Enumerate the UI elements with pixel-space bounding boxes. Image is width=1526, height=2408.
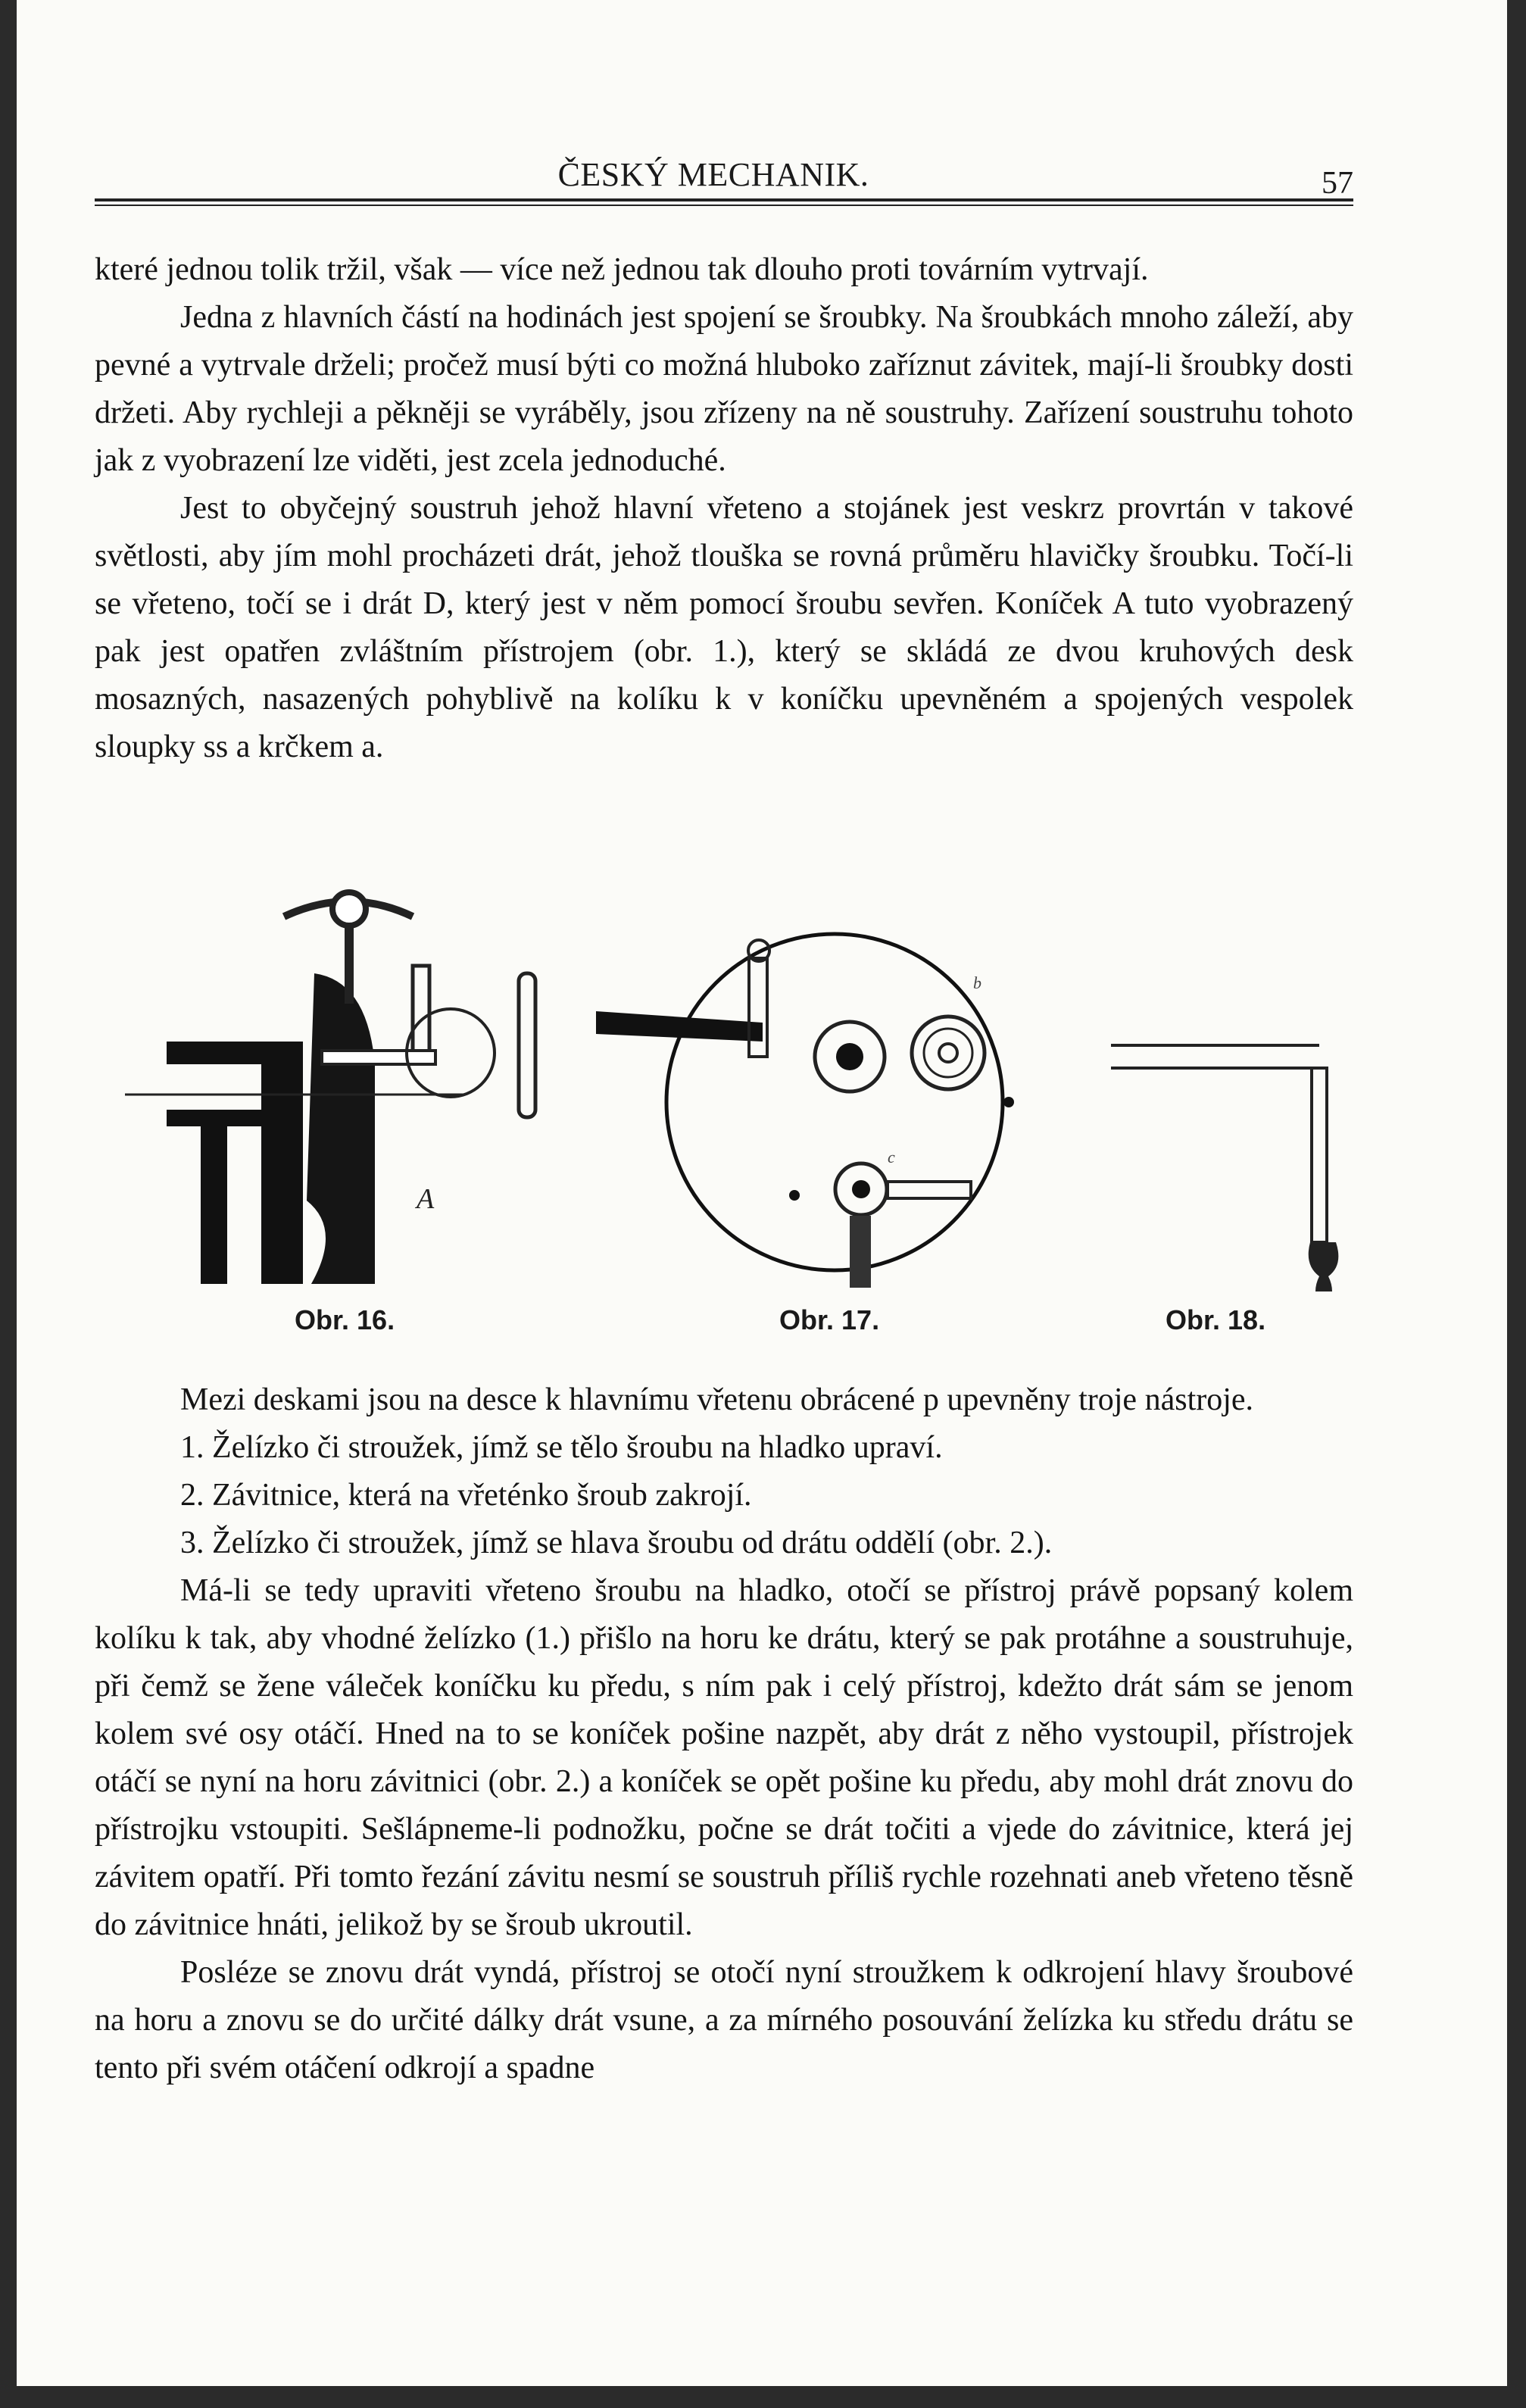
figure-16-caption: Obr. 16. <box>295 1304 395 1335</box>
paragraph: Jest to obyčejný soustruh jehož hlavní vřeteno a stojánek jest veskrz provrtán v takové světlosti, aby jím mohl procházeti drát, jehož tlouška se rovná průměru hlavičky šroubku. Točí-li se vřeteno, točí se i drát D, který jest v něm pomocí šroubu sevřen. Koníček A tuto vyobrazený pak jest opatřen zvláštním přístrojem (obr. 1.), který se skládá ze dvou kruhových desk mosazných, nasazených pohyblivě na kolíku k v koníčku upevněném a spojených vespolek sloupky ss a krčkem a. <box>95 491 1353 764</box>
lathe-leg-left <box>201 1110 227 1284</box>
pin-right <box>1003 1097 1014 1107</box>
handle-right <box>519 973 535 1117</box>
figure-17-caption: Obr. 17. <box>779 1304 880 1335</box>
list-item: 1. Želízko či stroužek, jímž se tělo šroubu na hladko upraví. <box>180 1430 943 1465</box>
pin-left <box>789 1190 800 1201</box>
paragraph: které jednou tolik tržil, však — více než jednou tak dlouho proti továrním vytrvají. <box>95 252 1149 287</box>
figure-17-plate-illustration <box>588 882 1050 1291</box>
tailstock-body <box>307 973 375 1284</box>
lathe-bed <box>167 1042 303 1064</box>
lathe-rail <box>167 1110 303 1126</box>
top-text-block <box>95 246 1353 771</box>
figure-16-label-a: A <box>417 1183 435 1215</box>
page-number: 57 <box>1322 166 1353 201</box>
tool-post <box>413 966 429 1057</box>
list-item: 2. Závitnice, která na vřeténko šroub zakrojí. <box>180 1478 752 1513</box>
cutter-bar <box>888 1182 971 1198</box>
spindle <box>322 1051 435 1064</box>
lower-shaft <box>850 1216 871 1288</box>
disk-outline <box>666 934 1003 1270</box>
paragraph: Jedna z hlavních částí na hodinách jest spojení se šroubky. Na šroubkách mnoho záleží, aby pevné a vytrvale drželi; pročež musí býti co možná hluboko zaříznut závitek, mají-li šroubky dosti držeti. Aby rychleji a pěkněji se vyráběly, jsou zřízeny na ně soustruhy. Zařízení soustruhu tohoto jak z vyobrazení lze viděti, jest zcela jednoduché. <box>95 300 1353 478</box>
bottom-text-block <box>95 1376 1353 2092</box>
paragraph: Mezi deskami jsou na desce k hlavnímu vřetenu obrácené p upevněny troje nástroje. <box>180 1382 1254 1417</box>
figure-17-label-c: c <box>888 1148 895 1167</box>
center-hole <box>836 1043 863 1070</box>
die-center <box>939 1044 957 1062</box>
paragraph: Posléze se znovu drát vyndá, přístroj se otočí nyní stroužkem k odkrojení hlavy šroubové na horu a znovu se do určité dálky drát vsune, a za mírného posouvání želízka ku středu drátu se tento při svém otáčení odkrojí a spadne <box>95 1955 1353 2085</box>
tool-arm <box>596 1011 763 1042</box>
paragraph: Má-li se tedy upraviti vřeteno šroubu na hladko, otočí se přístroj právě popsaný kolem kolíku k tak, aby vhodné želízko (1.) přišlo na horu ke drátu, který se pak protáhne a soustruhuje, při čemž se žene váleček koníčku ku předu, s ním pak i celý přístroj, kdežto drát sám se jenom kolem své osy otáčí. Hned na to se koníček pošine nazpět, aby drát z něho vystoupil, přístrojek otáčí se nyní na horu závitnici (obr. 2.) a koníček se opět pošine ku předu, aby mohl drát znovu do přístrojku vstoupiti. Sešlápneme-li podnožku, počne se drát točiti a vjede do závitnice, která jej závitem opatří. Při tomto řezání závitu nesmí se soustruh příliš rychle rozehnati aneb vřeteno těsně do závitnice hnáti, jelikož by se šroub ukroutil. <box>95 1573 1353 1942</box>
tool-stem <box>1312 1068 1327 1242</box>
figure-18-caption: Obr. 18. <box>1166 1304 1266 1335</box>
header-rule-thin <box>95 205 1353 206</box>
book-page <box>17 0 1507 2386</box>
lathe-column <box>261 1064 303 1284</box>
figure-18-tool-illustration <box>1092 882 1365 1291</box>
running-title: ČESKÝ MECHANIK. <box>557 156 869 193</box>
handwheel-hub <box>332 892 366 926</box>
tool-handle <box>1309 1242 1339 1291</box>
clamp-post <box>749 958 767 1057</box>
die-ring-inner <box>924 1029 972 1077</box>
figure-17-label-b: b <box>973 973 981 992</box>
die-ring-outer <box>912 1017 985 1089</box>
figure-16-lathe-illustration <box>95 882 587 1284</box>
list-item: 3. Želízko či stroužek, jímž se hlava šroubu od drátu oddělí (obr. 2.). <box>180 1526 1053 1560</box>
lower-center <box>852 1180 870 1198</box>
header-rule <box>95 198 1353 201</box>
